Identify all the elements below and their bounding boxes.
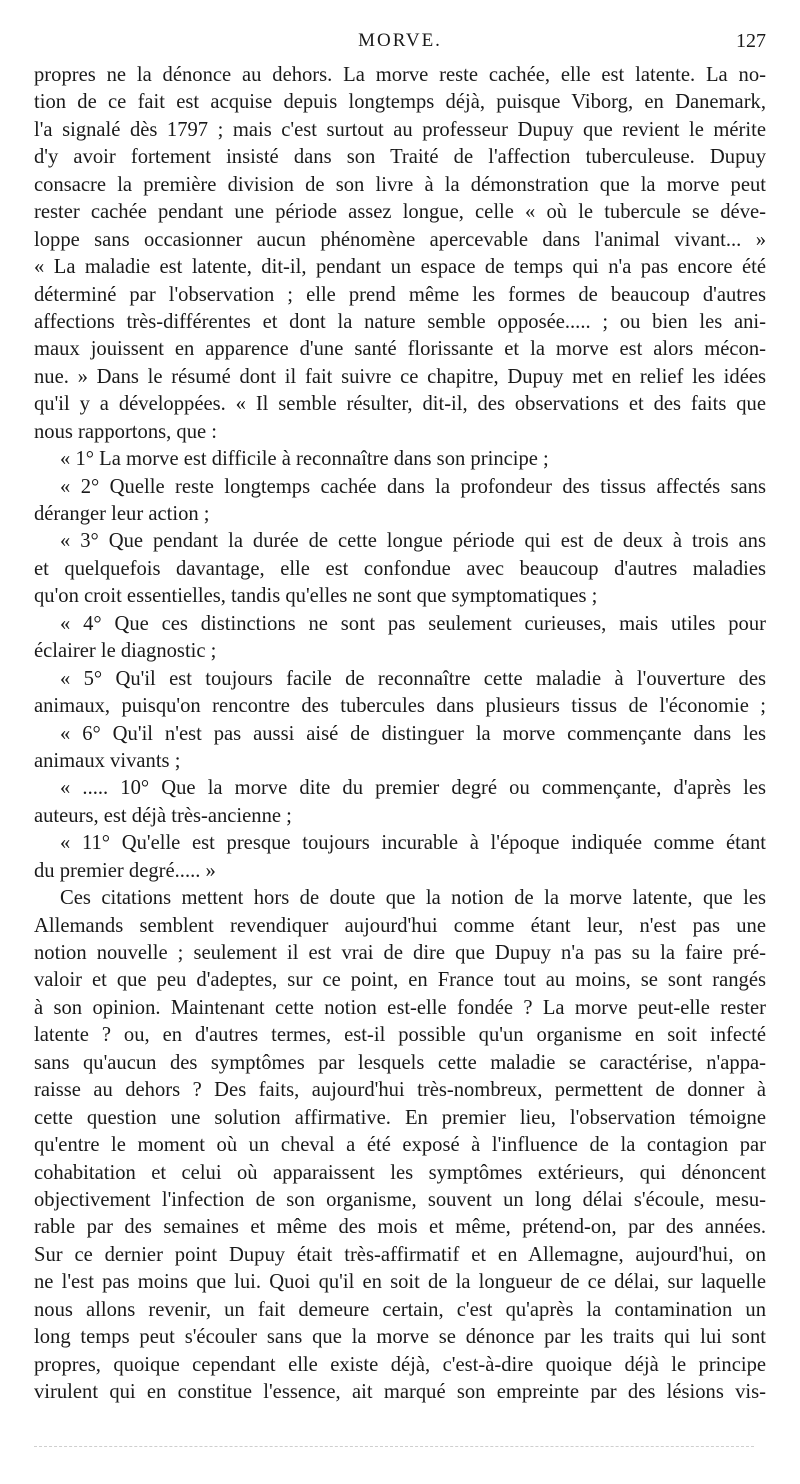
text-line: nous allons revenir, un fait demeure certain, c'est qu'après la contamination un (34, 1298, 766, 1321)
text-line: nue. » Dans le résumé dont il fait suivre ce chapitre, Dupuy met en relief les idées (34, 365, 766, 388)
text-line: qu'il y a développées. « Il semble résulter, dit-il, des observations et des faits que (34, 393, 766, 416)
text-line: déranger leur action ; (34, 503, 210, 525)
text-line: nous rapportons, que : (34, 420, 218, 443)
text-line: et quelquefois davantage, elle est confondue avec beaucoup d'autres maladies (34, 557, 766, 580)
body-text (34, 62, 766, 1406)
quote-item: « 2° Quelle reste longtemps cachée dans la profondeur des tissus affectés sans (60, 475, 766, 498)
text-line: auteurs, est déjà très-ancienne ; (34, 804, 292, 827)
text-line: maux jouissent en apparence d'une santé florissante et la morve est alors mécon- (34, 338, 766, 361)
text-line: cette question une solution affirmative. En premier lieu, l'observation témoigne (34, 1106, 766, 1129)
quote-item: « 3° Que pendant la durée de cette longue période qui est de deux à trois ans (60, 530, 766, 553)
text-line: « La maladie est latente, dit-il, pendant un espace de temps qui n'a pas encore été (34, 256, 766, 279)
text-line: d'y avoir fortement insisté dans son Traité de l'affection tuberculeuse. Dupuy (34, 146, 766, 169)
text-line: qu'on croit essentielles, tandis qu'elles ne sont que symptomatiques ; (34, 585, 598, 608)
quote-item: « ..... 10° Que la morve dite du premier degré ou commençante, d'après les (60, 777, 766, 800)
text-line: éclairer le diagnostic ; (34, 640, 217, 663)
text-line: à son opinion. Maintenant cette notion est-elle fondée ? La morve peut-elle rester (34, 996, 766, 1019)
text-line: animaux, puisqu'on rencontre des tubercules dans plusieurs tissus de l'économie ; (34, 695, 766, 718)
text-line: affections très-différentes et dont la nature semble opposée..... ; ou bien les ani- (34, 310, 766, 333)
quote-item: « 1° La morve est difficile à reconnaître dans son principe ; (60, 448, 549, 471)
text-line: latente ? ou, en d'autres termes, est-il possible qu'un organisme en soit infecté (34, 1024, 766, 1047)
text-line: loppe sans occasionner aucun phénomène apercevable dans l'animal vivant... » (34, 228, 766, 251)
text-line: propres ne la dénonce au dehors. La morve reste cachée, elle est latente. La no- (34, 64, 766, 86)
text-line: cohabitation et celui où apparaissent les symptômes extérieurs, qui dénoncent (34, 1161, 766, 1184)
quote-item: « 4° Que ces distinctions ne sont pas seulement curieuses, mais utiles pour (60, 612, 766, 635)
text-line: Allemands semblent revendiquer aujourd'hui comme étant leur, n'est pas une (34, 914, 766, 937)
text-line: propres, quoique cependant elle existe déjà, c'est-à-dire quoique déjà le principe (34, 1353, 766, 1376)
text-line: long temps peut s'écouler sans que la morve se dénonce par les traits qui lui sont (34, 1326, 766, 1349)
running-title: MORVE. (358, 30, 442, 51)
text-line: consacre la première division de son livre à la démonstration que la morve peut (34, 173, 766, 196)
text-line: déterminé par l'observation ; elle prend même les formes de beaucoup d'autres (34, 283, 766, 306)
running-header (34, 30, 766, 56)
text-line: du premier degré..... » (34, 859, 216, 882)
paragraph-start: Ces citations mettent hors de doute que la notion de la morve latente, que les (60, 887, 766, 910)
text-line: virulent qui en constitue l'essence, ait marqué son empreinte par des lésions vis- (34, 1381, 766, 1403)
text-line: raisse au dehors ? Des faits, aujourd'hui très-nombreux, permettent de donner à (34, 1079, 766, 1102)
text-line: sans qu'aucun des symptômes par lesquels cette maladie se caractérise, n'appa- (34, 1051, 766, 1074)
text-line: notion nouvelle ; seulement il est vrai de dire que Dupuy n'a pas su la faire pré- (34, 942, 766, 964)
quote-item: « 11° Qu'elle est presque toujours incurable à l'époque indiquée comme étant (60, 832, 766, 855)
text-line: l'a signalé dès 1797 ; mais c'est surtout au professeur Dupuy que revient le mérite (34, 118, 766, 141)
text-line: Sur ce dernier point Dupuy était très-affirmatif et en Allemagne, aujourd'hui, on (34, 1243, 766, 1266)
text-line: rable par des semaines et même des mois et même, prétend-on, par des années. (34, 1216, 766, 1239)
text-line: animaux vivants ; (34, 749, 181, 772)
text-line: tion de ce fait est acquise depuis longtemps déjà, puisque Viborg, en Danemark, (34, 91, 766, 114)
text-line: valoir et que peu d'adeptes, sur ce point, en France tout au moins, se sont rangés (34, 969, 766, 992)
quote-item: « 6° Qu'il n'est pas aussi aisé de distinguer la morve commençante dans les (60, 722, 766, 745)
page-number: 127 (736, 30, 766, 52)
text-line: rester cachée pendant une période assez longue, celle « où le tubercule se déve- (34, 201, 766, 224)
text-line: objectivement l'infection de son organisme, souvent un long délai s'écoule, mesu- (34, 1188, 766, 1211)
text-line: qu'entre le moment où un cheval a été exposé à l'influence de la contagion par (34, 1134, 766, 1157)
quote-item: « 5° Qu'il est toujours facile de reconnaître cette maladie à l'ouverture des (60, 667, 766, 690)
bottom-rule (34, 1446, 754, 1447)
text-line: ne l'est pas moins que lui. Quoi qu'il en soit de la longueur de ce délai, sur laquelle (34, 1271, 766, 1294)
